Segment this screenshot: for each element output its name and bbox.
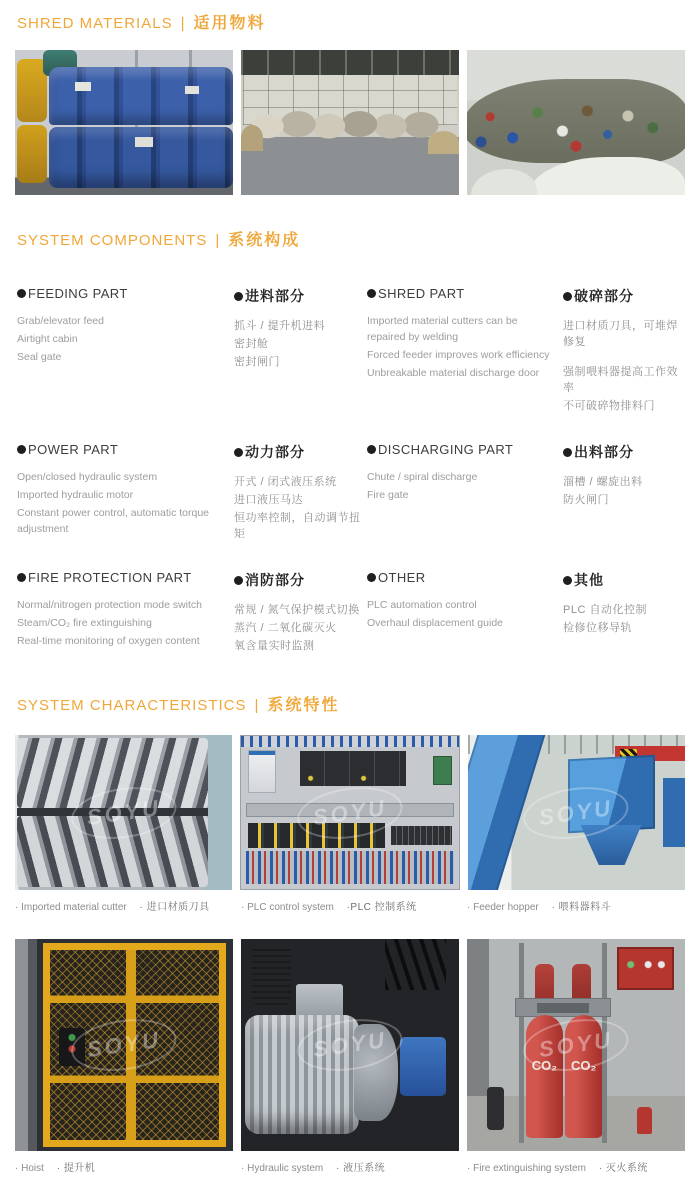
component-heading: [234, 442, 361, 462]
photo-plc-control-system: [240, 735, 459, 890]
component-item: PLC automation control: [367, 599, 477, 611]
component-heading: [234, 286, 361, 306]
rack-label-plate: [537, 1003, 589, 1014]
component-item: PLC 自动化控制: [563, 604, 647, 616]
caption-en: · PLC control system: [241, 902, 334, 913]
shred-materials-title-en: SHRED MATERIALS: [17, 15, 173, 32]
bell-housing: [354, 1024, 398, 1122]
component-item: 氧含量实时监测: [234, 640, 315, 652]
component-heading: [17, 442, 228, 457]
bullet-icon: [234, 292, 243, 301]
yellow-drum: [17, 125, 47, 183]
component-title: 其他: [574, 572, 604, 588]
component-title: 消防部分: [245, 572, 305, 588]
rack-post: [519, 943, 524, 1142]
component-shred-part-en: [367, 286, 557, 416]
electric-motor: [245, 1015, 358, 1134]
wire-duct: [241, 736, 458, 747]
component-item: 进口材质刀具，可堆焊修复: [563, 320, 678, 348]
photo-hydraulic-system: [241, 939, 459, 1151]
component-item: 抓斗 / 提升机进料: [234, 320, 326, 332]
rack-post: [602, 943, 607, 1142]
component-feeding-part-zh: [234, 286, 361, 416]
characteristics-photo-row-2: [0, 939, 700, 1151]
hopper-funnel: [581, 825, 642, 865]
component-item: 蒸汽 / 二氧化碳灭火: [234, 622, 337, 634]
cutter-blade-row: [17, 816, 208, 887]
component-title: 出料部分: [574, 444, 634, 460]
caption-zh: · 液压系统: [336, 1163, 386, 1174]
component-feeding-part-en: [17, 286, 228, 416]
component-item-list: [563, 318, 683, 414]
component-heading: [367, 286, 557, 301]
bullet-icon: [367, 573, 376, 582]
component-item: 防火闸门: [563, 494, 609, 506]
component-item: 检修位移导轨: [563, 622, 632, 634]
component-heading: [563, 570, 683, 590]
component-item: Open/closed hydraulic system: [17, 471, 158, 483]
bullet-icon: [234, 448, 243, 457]
material-pile: [241, 125, 263, 151]
component-shred-part-zh: [563, 286, 683, 416]
component-item-list: [367, 313, 557, 381]
shred-materials-photo-row: [0, 50, 700, 195]
fire-alarm-panel: [617, 947, 674, 989]
drum-label-patch: [135, 137, 153, 147]
system-components-title-en: SYSTEM COMPONENTS: [17, 232, 208, 249]
component-item-list: [367, 469, 557, 503]
title-separator: |: [254, 697, 260, 714]
plc-module: [300, 751, 406, 786]
component-item: Unbreakable material discharge door: [367, 367, 540, 379]
bullet-icon: [563, 292, 572, 301]
component-item: 常规 / 氮气保护模式切换: [234, 604, 360, 616]
component-item: Forced feeder improves work efficiency: [367, 349, 550, 361]
bag-row: [252, 102, 444, 146]
soyu-watermark: SOYU: [68, 780, 180, 844]
component-item: Grab/elevator feed: [17, 315, 104, 327]
component-item-list: [563, 474, 683, 508]
component-title: FEEDING PART: [28, 286, 128, 301]
caption-zh: ·PLC 控制系统: [346, 902, 417, 913]
component-item: Seal gate: [17, 351, 62, 363]
fire-extinguisher: [637, 1107, 652, 1135]
caption-row-1: [0, 898, 700, 913]
component-item: Constant power control, automatic torque adjustment: [17, 507, 210, 535]
component-item: Real-time monitoring of oxygen content: [17, 635, 200, 647]
hopper-body: [568, 754, 655, 833]
component-title: 动力部分: [245, 444, 305, 460]
component-item: Steam/CO₂ fire extinguishing: [17, 617, 152, 629]
title-separator: |: [180, 15, 186, 32]
photo-blue-drums: [15, 50, 233, 195]
component-title: FIRE PROTECTION PART: [28, 570, 192, 585]
co2-label: CO₂: [531, 1058, 558, 1074]
component-item: Airtight cabin: [17, 333, 78, 345]
caption-zh: · 灭火系统: [598, 1163, 648, 1174]
component-item: Imported material cutters can be repaired by welding: [367, 315, 518, 343]
component-item: 开式 / 闭式液压系统: [234, 476, 337, 488]
component-discharging-part-zh: [563, 442, 683, 544]
component-fire-protection-part-zh: [234, 570, 361, 656]
soyu-watermark: SOYU: [294, 780, 406, 844]
component-item-list: [17, 597, 228, 649]
inclined-elevator: [468, 735, 548, 890]
caption-hoist: [15, 1159, 233, 1174]
component-item: 密封舱: [234, 338, 269, 350]
caption-fire-extinguishing-system: [467, 1159, 685, 1174]
caption-zh: · 喂料器料斗: [551, 902, 612, 913]
component-other-en: [367, 570, 557, 656]
bullet-icon: [367, 289, 376, 298]
caption-en: · Hoist: [15, 1163, 44, 1174]
system-characteristics-header: [0, 682, 700, 715]
component-title: 进料部分: [245, 288, 305, 304]
component-heading: [234, 570, 361, 590]
component-discharging-part-en: [367, 442, 557, 544]
junction-box: [296, 984, 344, 1020]
co2-cylinder: [526, 1015, 563, 1138]
components-grid: [0, 286, 700, 656]
bullet-icon: [17, 445, 26, 454]
component-item: Fire gate: [367, 489, 409, 501]
relay-module: [433, 756, 453, 785]
cutter-shaft-gap: [17, 808, 208, 816]
photo-plastic-waste: [467, 50, 685, 195]
black-cylinder: [487, 1087, 504, 1129]
photo-imported-material-cutter: [15, 735, 232, 890]
bullet-icon: [367, 445, 376, 454]
component-item-list: [367, 597, 557, 631]
component-item: 强制喂料器提高工作效率: [563, 366, 678, 394]
caption-zh: · 提升机: [56, 1163, 96, 1174]
shred-materials-header: [0, 0, 700, 33]
drum-label-patch: [75, 82, 91, 91]
blue-drum-row: [49, 127, 233, 188]
component-heading: [563, 286, 683, 306]
drum-label-patch: [185, 86, 199, 94]
component-item: 恒功率控制，自动调节扭矩: [234, 512, 361, 540]
component-item: 密封闸门: [234, 356, 280, 368]
waste-pile: [467, 79, 685, 163]
component-heading: [563, 442, 683, 462]
component-item: Imported hydraulic motor: [17, 489, 134, 501]
caption-en: · Fire extinguishing system: [467, 1163, 586, 1174]
caption-imported-material-cutter: [15, 898, 233, 913]
control-pendant: [59, 1028, 85, 1066]
wire-bundle: [246, 851, 455, 885]
warehouse-roof: [241, 50, 459, 75]
component-item: 溜槽 / 螺旋出料: [563, 476, 643, 488]
component-item: 进口液压马达: [234, 494, 303, 506]
caption-en: · Hydraulic system: [241, 1163, 324, 1174]
system-components-title-zh: 系统构成: [228, 232, 301, 249]
terminal-block: [391, 826, 452, 844]
power-supply-unit: [248, 750, 276, 793]
component-other-zh: [563, 570, 683, 656]
circuit-breaker-row: [248, 823, 385, 847]
system-characteristics-title-zh: 系统特性: [267, 697, 340, 714]
hydraulic-hoses: [385, 939, 446, 990]
component-title: OTHER: [378, 570, 426, 585]
component-fire-protection-part-en: [17, 570, 228, 656]
caption-en: · Imported material cutter: [15, 902, 127, 913]
component-title: SHRED PART: [378, 286, 465, 301]
co2-label: CO₂: [570, 1058, 597, 1074]
photo-hoist: [15, 939, 233, 1151]
bullet-icon: [17, 289, 26, 298]
component-title: 破碎部分: [574, 288, 634, 304]
component-title: POWER PART: [28, 442, 119, 457]
system-characteristics-title-en: SYSTEM CHARACTERISTICS: [17, 697, 247, 714]
caption-en: · Feeder hopper: [467, 902, 539, 913]
characteristics-photo-row-1: [0, 735, 700, 890]
component-item: Normal/nitrogen protection mode switch: [17, 599, 203, 611]
component-item-list: [234, 318, 361, 370]
component-heading: [367, 570, 557, 585]
bullet-icon: [563, 448, 572, 457]
component-title: DISCHARGING PART: [378, 442, 514, 457]
soyu-watermark: SOYU: [520, 1013, 632, 1077]
photo-warehouse-bags: [241, 50, 459, 195]
cable-duct: [246, 803, 455, 817]
bullet-icon: [563, 576, 572, 585]
component-heading: [17, 570, 228, 585]
component-heading: [367, 442, 557, 457]
caption-zh: · 进口材质刀具: [139, 902, 210, 913]
soyu-watermark: SOYU: [294, 1013, 406, 1077]
co2-cylinder: [565, 1015, 602, 1138]
caption-row-2: [0, 1159, 700, 1174]
cutter-blade-row: [17, 738, 208, 808]
component-item: Overhaul displacement guide: [367, 617, 503, 629]
component-item: Chute / spiral discharge: [367, 471, 478, 483]
component-item: 不可破碎物排料门: [563, 400, 655, 412]
small-motor: [252, 945, 291, 1004]
caption-plc-control-system: [241, 898, 459, 913]
caption-hydraulic-system: [241, 1159, 459, 1174]
component-power-part-en: [17, 442, 228, 544]
soyu-watermark: SOYU: [68, 1013, 180, 1077]
shred-materials-title-zh: 适用物料: [193, 15, 266, 32]
component-item-list: [234, 474, 361, 542]
component-heading: [17, 286, 228, 301]
photo-fire-extinguishing-system: [467, 939, 685, 1151]
component-item-list: [563, 602, 683, 636]
component-item-list: [17, 469, 228, 537]
bullet-icon: [17, 573, 26, 582]
soyu-watermark: SOYU: [520, 780, 632, 844]
component-item-list: [234, 602, 361, 654]
component-power-part-zh: [234, 442, 361, 544]
white-plastic-sheet: [471, 169, 536, 195]
component-item-list: [17, 313, 228, 365]
material-pile: [428, 131, 459, 154]
bullet-icon: [234, 576, 243, 585]
hopper-side-panel: [663, 778, 685, 846]
photo-feeder-hopper: [468, 735, 685, 890]
caption-feeder-hopper: [467, 898, 685, 913]
title-separator: |: [215, 232, 221, 249]
blue-drum-row: [49, 67, 233, 125]
system-components-header: [0, 217, 700, 250]
